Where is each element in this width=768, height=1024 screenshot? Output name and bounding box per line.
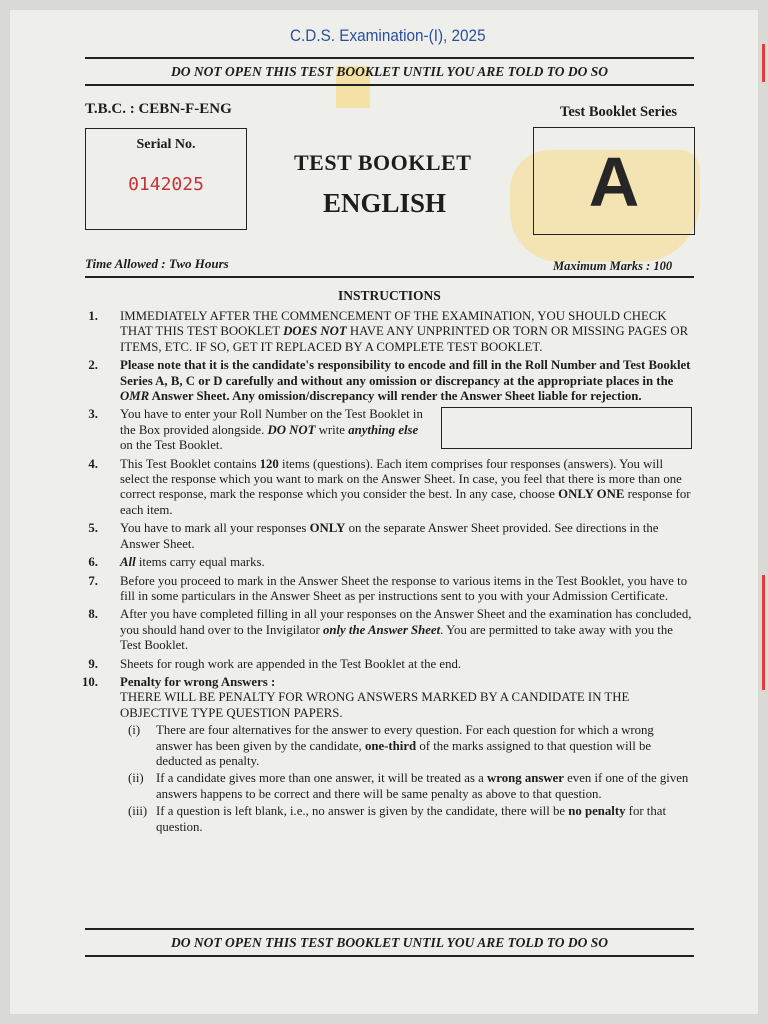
instruction-item: 5. You have to mark all your responses ONLY on the separate Answer Sheet provided. See directions in the Answer Sheet. <box>80 521 692 552</box>
series-title: Test Booklet Series <box>560 104 678 120</box>
instruction-item: 1. IMMEDIATELY AFTER THE COMMENCEMENT OF THE EXAMINATION, YOU SHOULD CHECK THAT THIS TEST BOOKLET DOES NOT HAVE ANY UNPRINTED OR TORN OR MISSING PAGES OR ITEMS, ETC. IF SO, GET IT REPLACED BY A COMPLETE TEST BOOKLET. <box>80 309 692 355</box>
item-number: 7. <box>88 573 98 588</box>
item-number: 2. <box>88 358 98 373</box>
item-number: 1. <box>88 309 98 323</box>
instructions-heading: INSTRUCTIONS <box>338 288 441 303</box>
red-edge-mark <box>762 575 765 690</box>
bottom-rule <box>85 928 694 930</box>
item-number: 9. <box>88 656 98 671</box>
penalty-subitem: (ii) If a candidate gives more than one answer, it will be treated as a wrong answer even if one of the given answers happens to be correct and there will be same penalty as above to that question. <box>128 771 689 801</box>
serial-number: 0142025 <box>128 174 204 195</box>
item-number: 4. <box>88 456 98 471</box>
booklet-subject: ENGLISH <box>323 188 447 218</box>
top-rule-lower <box>85 84 694 86</box>
instruction-item: 9. Sheets for rough work are appended in the Test Booklet at the end. <box>80 657 692 672</box>
item-number: 3. <box>88 407 98 422</box>
penalty-statement: THERE WILL BE PENALTY FOR WRONG ANSWERS MARKED BY A CANDIDATE IN THE OBJECTIVE TYPE QUESTION PAPERS. <box>120 690 630 720</box>
time-allowed: Time Allowed : Two Hours <box>85 256 229 271</box>
item-number: 8. <box>88 607 98 622</box>
header-bottom-rule <box>85 276 694 278</box>
instruction-item: 4. This Test Booklet contains 120 items (questions). Each item comprises four responses (answers). You will select the response which you want to mark on the Answer Sheet. In case, you feel that there is more than one correct response, mark the response which you consider the best. In any case, choose ONLY ONE response for each item. <box>80 457 692 519</box>
serial-label: Serial No. <box>136 137 196 152</box>
red-edge-mark <box>762 44 765 82</box>
tbc-code: T.B.C. : CEBN-F-ENG <box>85 101 232 117</box>
bottom-rule-lower <box>85 955 694 957</box>
penalty-subitem: (i) There are four alternatives for the answer to every question. For each question for which a wrong answer has been given by the candidate, one-third of the marks assigned to that question will be deducted as penalty. <box>128 723 654 768</box>
instruction-item-penalty <box>80 675 692 835</box>
roll-number-box[interactable] <box>441 407 692 449</box>
handwritten-exam-note: C.D.S. Examination-(I), 2025 <box>290 26 486 45</box>
series-letter: A <box>588 143 640 221</box>
penalty-subitem: (iii) If a question is left blank, i.e., no answer is given by the candidate, there will be no penalty for that question. <box>128 804 666 834</box>
item-number: 5. <box>88 521 98 536</box>
instruction-item: 3. You have to enter your Roll Number on the Test Booklet in the Box provided alongside. DO NOT write anything else on the Test Booklet. <box>80 407 692 453</box>
serial-number-box <box>85 128 247 230</box>
maximum-marks: Maximum Marks : 100 <box>553 259 673 273</box>
instruction-item: 7. Before you proceed to mark in the Answer Sheet the response to various items in the Test Booklet, you have to fill in some particulars in the Answer Sheet as per instructions sent to you with your Admission Certificate. <box>80 574 692 605</box>
bottom-warning-banner: DO NOT OPEN THIS TEST BOOKLET UNTIL YOU ARE TOLD TO DO SO <box>170 935 609 950</box>
series-box <box>533 127 695 235</box>
instructions-list <box>80 309 692 838</box>
booklet-title: TEST BOOKLET <box>294 150 472 175</box>
instruction-item: 8. After you have completed filling in all your responses on the Answer Sheet and the examination has concluded, you should hand over to the Invigilator only the Answer Sheet. You are permitted to take away with you the Test Booklet. <box>80 607 692 653</box>
item-number: 10. <box>82 674 98 689</box>
penalty-heading: Penalty for wrong Answers : <box>120 674 276 689</box>
instruction-item: 6. All items carry equal marks. <box>80 555 692 570</box>
top-warning-banner: DO NOT OPEN THIS TEST BOOKLET UNTIL YOU ARE TOLD TO DO SO <box>170 64 609 79</box>
top-rule <box>85 57 694 59</box>
instruction-item: 2. Please note that it is the candidate's responsibility to encode and fill in the Roll Number and Test Booklet Series A, B, C or D carefully and without any omission or discrepancy at the appropriate places in the OMR Answer Sheet. Any omission/discrepancy will render the Answer Sheet liable for rejection. <box>80 358 692 404</box>
item-number: 6. <box>88 555 98 570</box>
